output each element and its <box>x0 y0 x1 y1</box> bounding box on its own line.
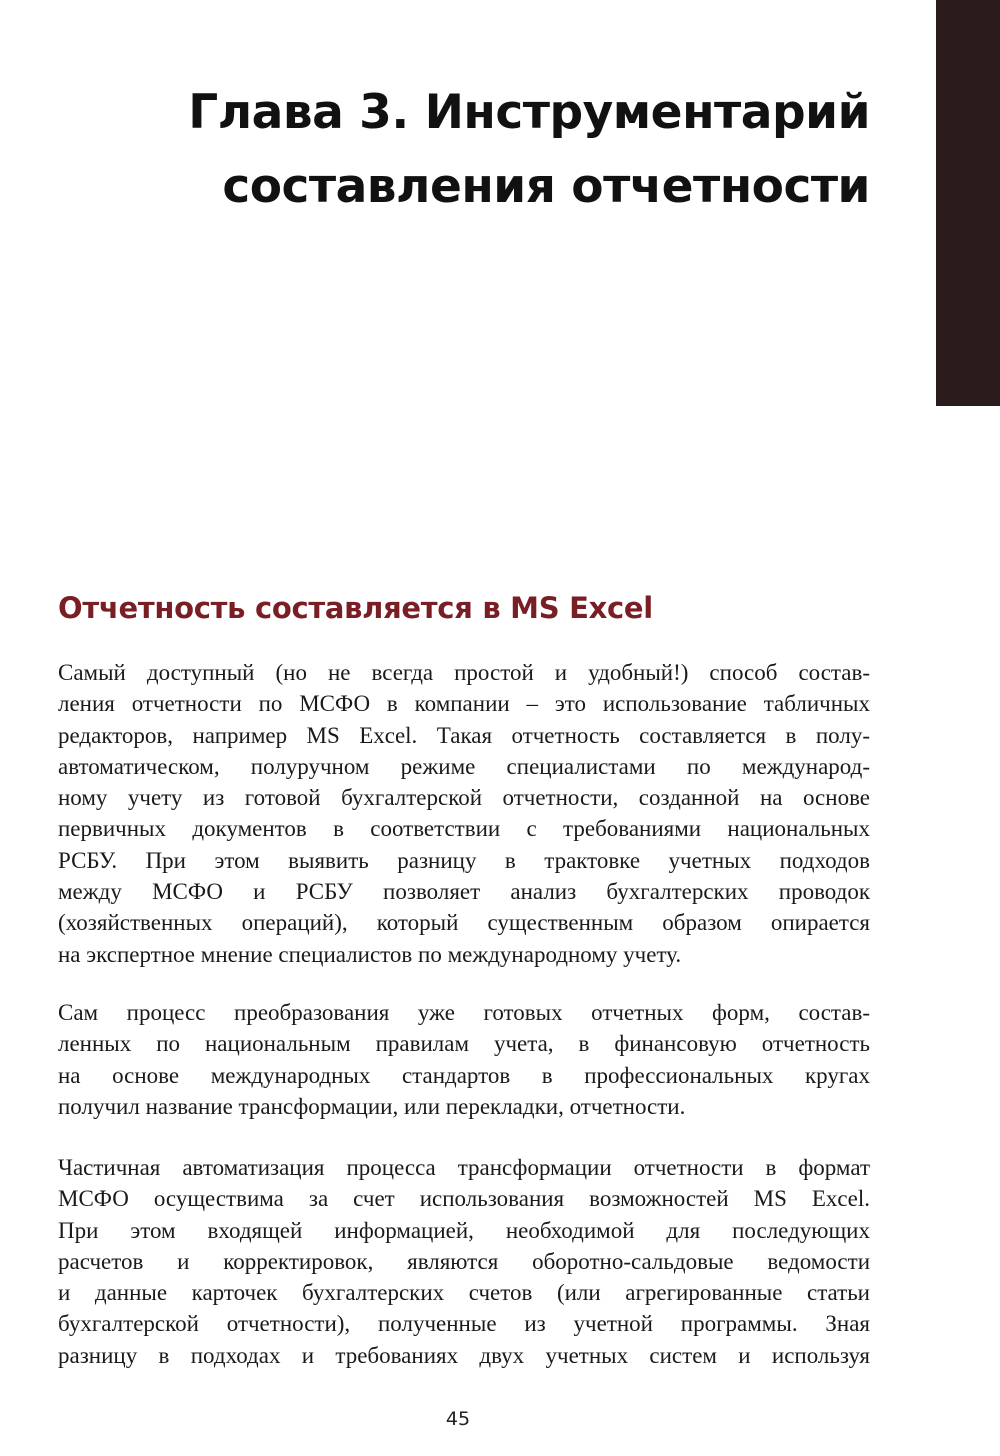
paragraph-line: ленных по национальным правилам учета, в финансовую отчетность <box>58 1031 870 1057</box>
paragraph-line: разницу в подходах и требованиях двух учетных систем и используя <box>58 1342 870 1368</box>
paragraph-line: получил название трансформации, или перекладки, отчетности. <box>58 1093 686 1119</box>
paragraph-line: расчетов и корректировок, являются оборотно-сальдовые ведомости <box>58 1248 870 1274</box>
paragraph-line: МСФО осуществима за счет использования возможностей MS Excel. <box>58 1186 870 1212</box>
paragraph-line: (хозяйственных операций), который существенным образом опирается <box>58 910 870 936</box>
section-heading: Отчетность составляется в MS Excel <box>58 591 653 625</box>
paragraph-line: Сам процесс преобразования уже готовых отчетных форм, состав- <box>58 1000 870 1025</box>
paragraph-line: редакторов, например MS Excel. Такая отчетность составляется в полу- <box>58 722 870 748</box>
paragraph-line: первичных документов в соответствии с требованиями национальных <box>58 816 870 842</box>
paragraph-line: на экспертное мнение специалистов по международному учету. <box>58 941 682 967</box>
chapter-side-tab <box>936 0 1000 406</box>
paragraph-line: ному учету из готовой бухгалтерской отчетности, созданной на основе <box>58 785 870 811</box>
paragraph-3 <box>58 1152 870 1371</box>
paragraph-line: бухгалтерской отчетности), полученные из учетной программы. Зная <box>58 1311 870 1337</box>
paragraph-line: ления отчетности по МСФО в компании – это использование табличных <box>58 691 870 717</box>
paragraph-2 <box>58 997 870 1122</box>
paragraph-line: Частичная автоматизация процесса трансформации отчетности в формат <box>58 1155 870 1180</box>
paragraph-line: автоматическом, полуручном режиме специалистами по международ- <box>58 753 870 779</box>
chapter-title <box>140 76 870 224</box>
paragraph-1 <box>58 657 870 970</box>
paragraph-line: между МСФО и РСБУ позволяет анализ бухгалтерских проводок <box>58 879 870 905</box>
chapter-title-line-2: составления отчетности <box>222 159 870 214</box>
paragraph-line: Самый доступный (но не всегда простой и удобный!) способ состав- <box>58 660 870 685</box>
paragraph-line: и данные карточек бухгалтерских счетов (или агрегированные статьи <box>58 1280 870 1306</box>
chapter-title-line-1: Глава 3. Инструментарий <box>188 85 870 140</box>
paragraph-line: При этом входящей информацией, необходимой для последующих <box>58 1217 870 1243</box>
paragraph-line: на основе международных стандартов в профессиональных кругах <box>58 1062 870 1088</box>
page-number: 45 <box>445 1408 471 1430</box>
paragraph-line: РСБУ. При этом выявить разницу в трактовке учетных подходов <box>58 847 870 873</box>
